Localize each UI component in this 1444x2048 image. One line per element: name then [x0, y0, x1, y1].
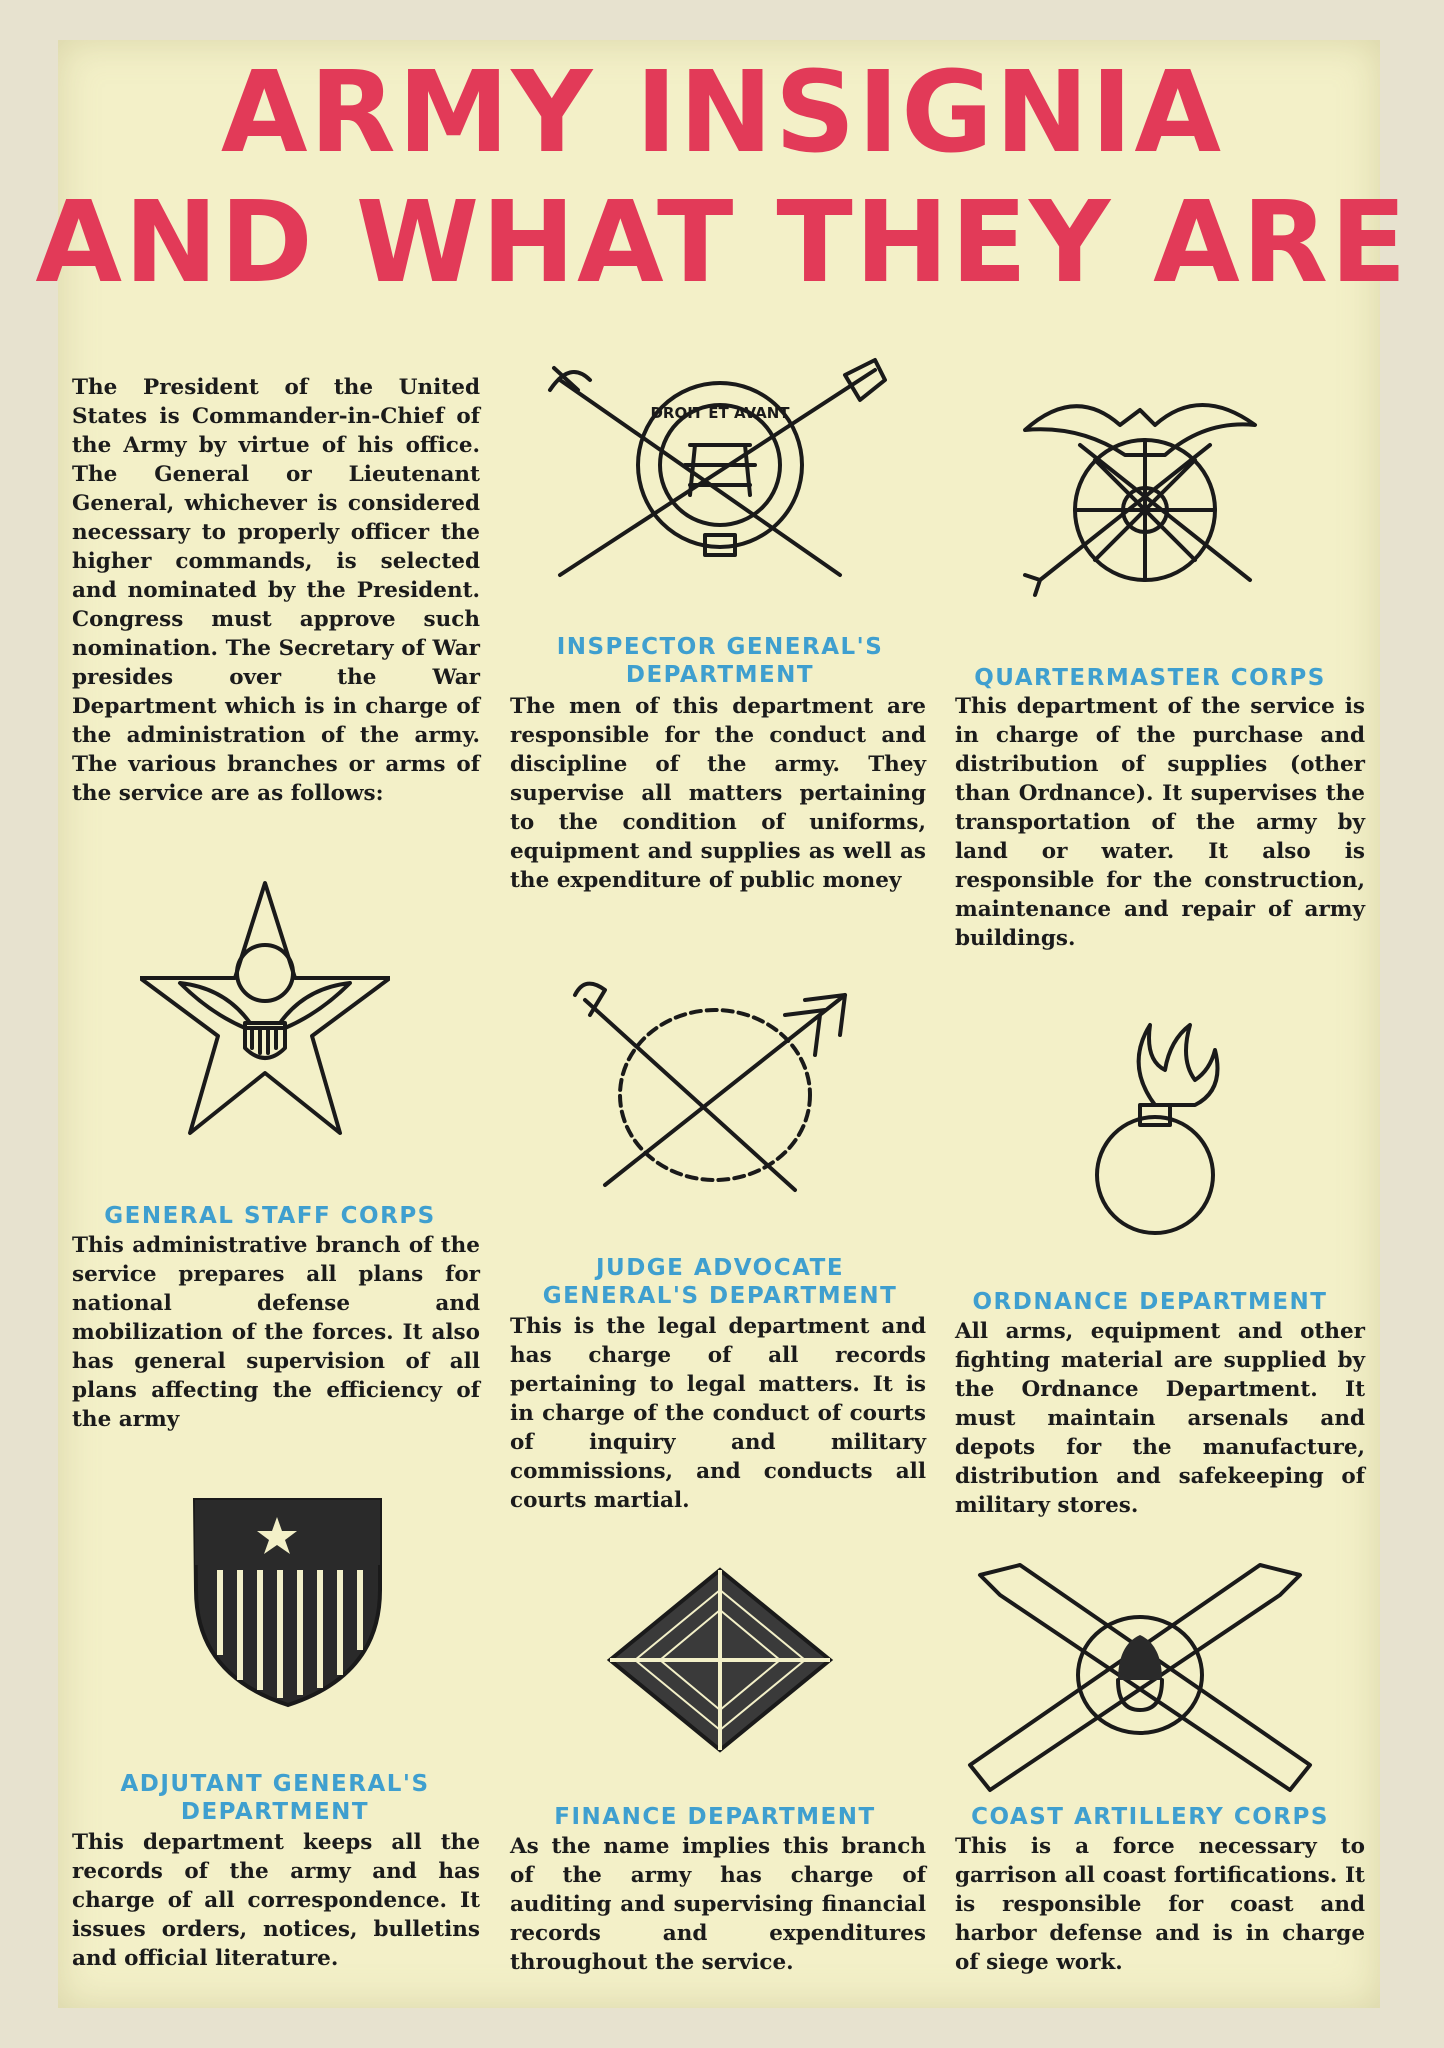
- quartermaster-heading: QUARTERMASTER CORPS: [974, 665, 1326, 691]
- judge-advocate-text: This is the legal department and has charge of all records pertaining to legal matters. It is in charge of the conduct of courts of inquiry and military commissions, and conducts all courts martial.: [510, 1314, 926, 1513]
- quartermaster-text: This department of the service is in charge of the purchase and distribution of supplies (other than Ordnance). It supervises the transportation of the army by land or water. It also is responsible for the construction, maintenance and repair of army buildings.: [955, 694, 1365, 951]
- adjutant-general-heading: ADJUTANT GENERAL'S DEPARTMENT: [120, 1771, 430, 1825]
- judge-advocate-sword-pen-wreath-icon: [555, 975, 865, 1195]
- general-staff-text: This administrative branch of the service prepares all plans for national defense and mobilization of the forces. It also has general supervision of all plans affecting the efficiency of the army: [72, 1233, 480, 1432]
- inspector-general-wreath-sword-fasces-icon: [540, 350, 900, 600]
- coast-artillery-text: This is a force necessary to garrison all coast fortifications. It is responsible for coast and harbor defense and is in charge of siege work.: [955, 1834, 1365, 1975]
- coast-artillery-crossed-cannons-icon: [960, 1555, 1320, 1795]
- general-staff-heading: GENERAL STAFF CORPS: [104, 1203, 436, 1229]
- inspector-general-heading: INSPECTOR GENERAL'S DEPARTMENT: [556, 634, 884, 688]
- page-title-line1: ARMY INSIGNIA: [220, 48, 1224, 178]
- ordnance-flaming-bomb-icon: [1085, 1020, 1225, 1240]
- ordnance-heading: ORDNANCE DEPARTMENT: [972, 1289, 1328, 1315]
- judge-advocate-heading: JUDGE ADVOCATE GENERAL'S DEPARTMENT: [542, 1255, 898, 1309]
- ordnance-text: All arms, equipment and other fighting material are supplied by the Ordnance Department. It must maintain arsenals and depots for the manufacture, distribution and safekeeping of military stores.: [955, 1319, 1365, 1518]
- coast-artillery-heading: COAST ARTILLERY CORPS: [971, 1804, 1329, 1830]
- finance-heading: FINANCE DEPARTMENT: [554, 1804, 876, 1830]
- page-title-line2: AND WHAT THEY ARE: [35, 178, 1409, 308]
- adjutant-general-shield-icon: [190, 1495, 385, 1710]
- finance-diamond-icon: [605, 1565, 835, 1755]
- inspector-general-text: The men of this department are responsible for the conduct and discipline of the army. They supervise all matters pertaining to the condition of uniforms, equipment and supplies as well as the expenditure of public money: [510, 694, 926, 893]
- general-staff-star-eagle-icon: [140, 878, 390, 1138]
- inspector-general-motto: DROIT ET AVANT: [650, 404, 790, 422]
- quartermaster-eagle-wheel-key-icon: [1010, 375, 1280, 605]
- finance-text: As the name implies this branch of the army has charge of auditing and supervising financial records and expenditures throughout the service.: [510, 1834, 926, 1975]
- adjutant-general-text: This department keeps all the records of the army and has charge of all correspondence. It issues orders, notices, bulletins and official literature.: [72, 1830, 480, 1971]
- intro-paragraph: The President of the United States is Commander-in-Chief of the Army by virtue of his office. The General or Lieutenant General, whichever is considered necessary to properly officer the higher commands, is selected and nominated by the President. Congress must approve such nomination. The Secretary of War presides over the War Department which is in charge of the administration of the army. The various branches or arms of the service are as follows:: [72, 375, 480, 806]
